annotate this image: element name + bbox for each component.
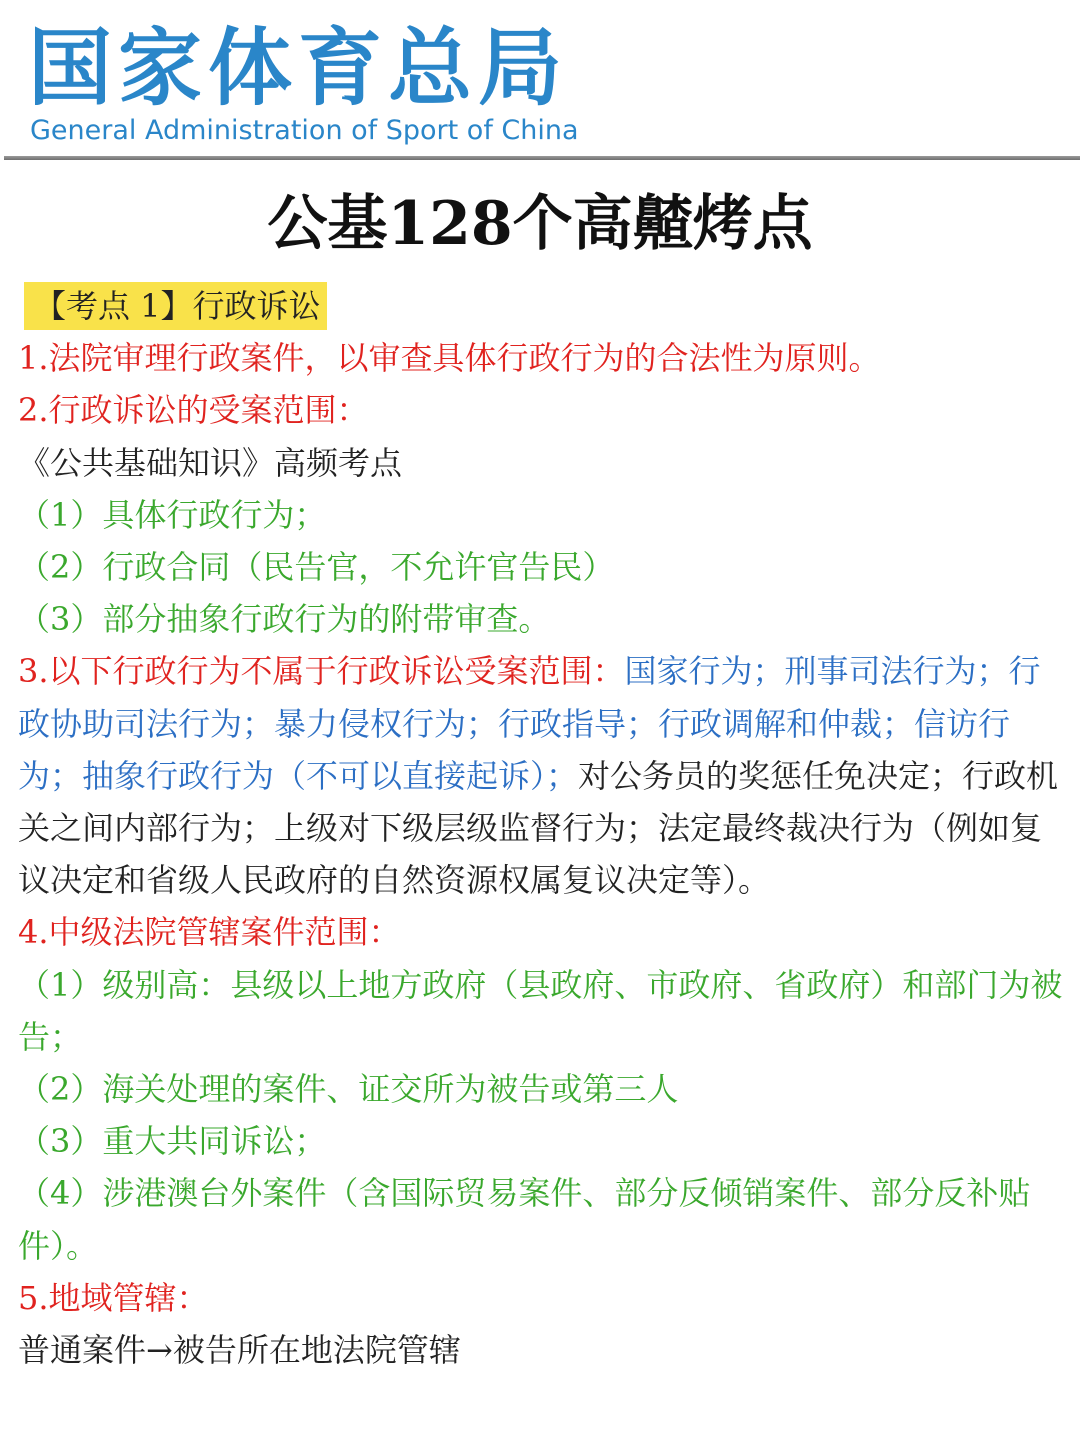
org-logo-english: General Administration of Sport of China [30,115,579,146]
point-4-item-1: （1）级别高：县级以上地方政府（县政府、市政府、省政府）和部门为被告； [18,965,1063,1056]
point-4-heading: 4.中级法院管辖案件范围： [18,913,401,952]
point-3-heading: 3.以下行政行为不属于行政诉讼受案范围： [18,652,625,691]
header [0,0,1080,160]
point-5-item-1: 普通案件→被告所在地法院管辖 [18,1331,461,1370]
point-3-black-list: 对公务员的奖惩任免决定；行政机关之间内部行为；上级对下级层级监督行为；法定最终裁决行为（例如复议决定和省级人民政府的自然资源权属复议决定等）。 [18,756,1059,900]
page-title: 公基128个高齄烤点 [267,189,813,259]
content-body [18,280,1064,1376]
org-logo-chinese: 国家体育总局 [28,19,569,117]
point-3 [18,645,1064,906]
section-tag-row [18,280,1064,332]
point-2-item-3: （3）部分抽象行政行为的附带审查。 [18,600,551,639]
point-3-blue-list: 国家行为；刑事司法行为；行政协助司法行为；暴力侵权行为；行政指导；行政调解和仲裁；信访行为；抽象行政行为（不可以直接起诉）； [18,652,1041,795]
point-2-note: 《公共基础知识》高频考点 [18,443,403,482]
point-2-heading: 2.行政诉讼的受案范围： [18,391,369,430]
point-5-heading: 5.地域管辖： [18,1278,209,1317]
point-2-item-2: （2）行政合同（民告官，不允许官告民） [18,548,615,587]
section-tag: 【考点 1】行政诉讼 [24,282,327,330]
point-4-item-4: （4）涉港澳台外案件（含国际贸易案件、部分反倾销案件、部分反补贴件）。 [18,1174,1031,1265]
point-1: 1.法院审理行政案件，以审查具体行政行为的合法性为原则。 [18,339,881,378]
point-4-item-2: （2）海关处理的案件、证交所为被告或第三人 [18,1070,679,1109]
point-2-item-1: （1）具体行政行为； [18,495,327,534]
point-4-item-3: （3）重大共同诉讼； [18,1122,327,1161]
header-divider [4,156,1080,160]
